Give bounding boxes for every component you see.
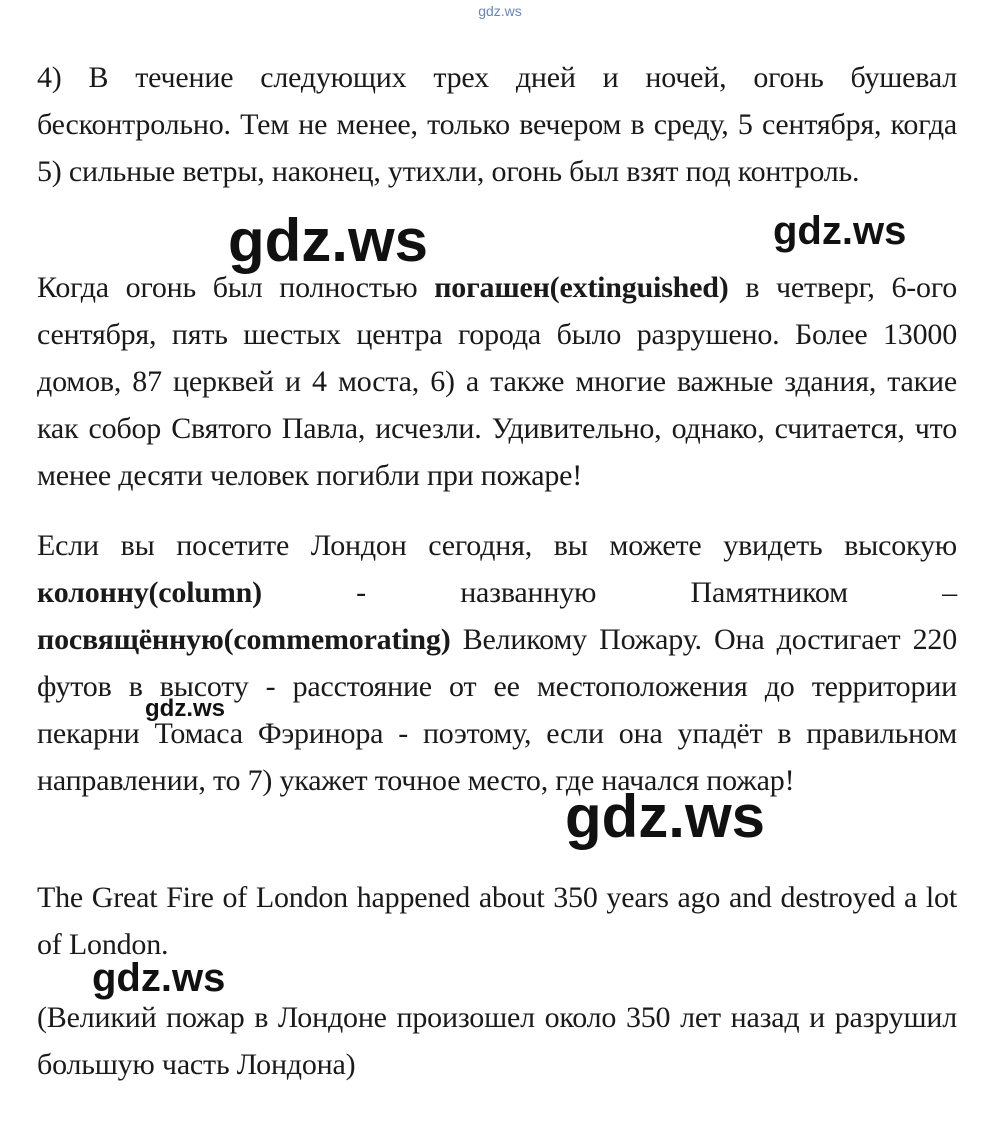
paragraph-text: в четверг, 6-ого сентября, пять шестых центра города было разрушено. Более 13000 домов, 87 церквей и 4 моста, 6) а также многие важные здания, такие как собор Святого Павла, исчезли. Удивительно, однако, считается, что менее десяти человек погибли при пожаре! [37, 271, 957, 492]
paragraph-text: Если вы посетите Лондон сегодня, вы можете увидеть высокую [37, 529, 957, 562]
paragraph-fire-extinguished [37, 264, 957, 499]
watermark: gdz.ws [228, 207, 429, 274]
watermark: gdz.ws [145, 695, 226, 722]
paragraph-summary-russian: (Великий пожар в Лондоне произошел около 350 лет назад и разрушил большую часть Лондона) [37, 1001, 957, 1081]
vocab-column: колонну(column) [37, 576, 262, 609]
watermark: gdz.ws [773, 209, 907, 253]
paragraph-fire-spread: 4) В течение следующих трех дней и ночей, огонь бушевал бесконтрольно. Тем не менее, только вечером в среду, 5 сентября, когда 5) сильные ветры, наконец, утихли, огонь был взят под контроль. [37, 61, 957, 188]
site-mark: gdz.ws [478, 3, 522, 19]
watermark: gdz.ws [92, 956, 226, 1000]
paragraph-text: - названную Памятником – [261, 576, 957, 609]
watermark: gdz.ws [565, 783, 766, 850]
paragraph-monument [37, 522, 957, 804]
paragraph-text: Великому Пожару. Она достигает 220 футов в высоту - расстояние от ее местоположения до территории пекарни Томаса Фэринора - поэтому, если она упадёт в правильном направлении, то 7) укажет точное место, где начался пожар! [37, 623, 957, 797]
paragraph-text: Когда огонь был полностью [37, 271, 435, 304]
vocab-commemorating: посвящённую(commemorating) [37, 623, 451, 656]
paragraph-summary-english: The Great Fire of London happened about 350 years ago and destroyed a lot of London. [37, 881, 957, 961]
vocab-extinguished: погашен(extinguished) [434, 271, 729, 304]
